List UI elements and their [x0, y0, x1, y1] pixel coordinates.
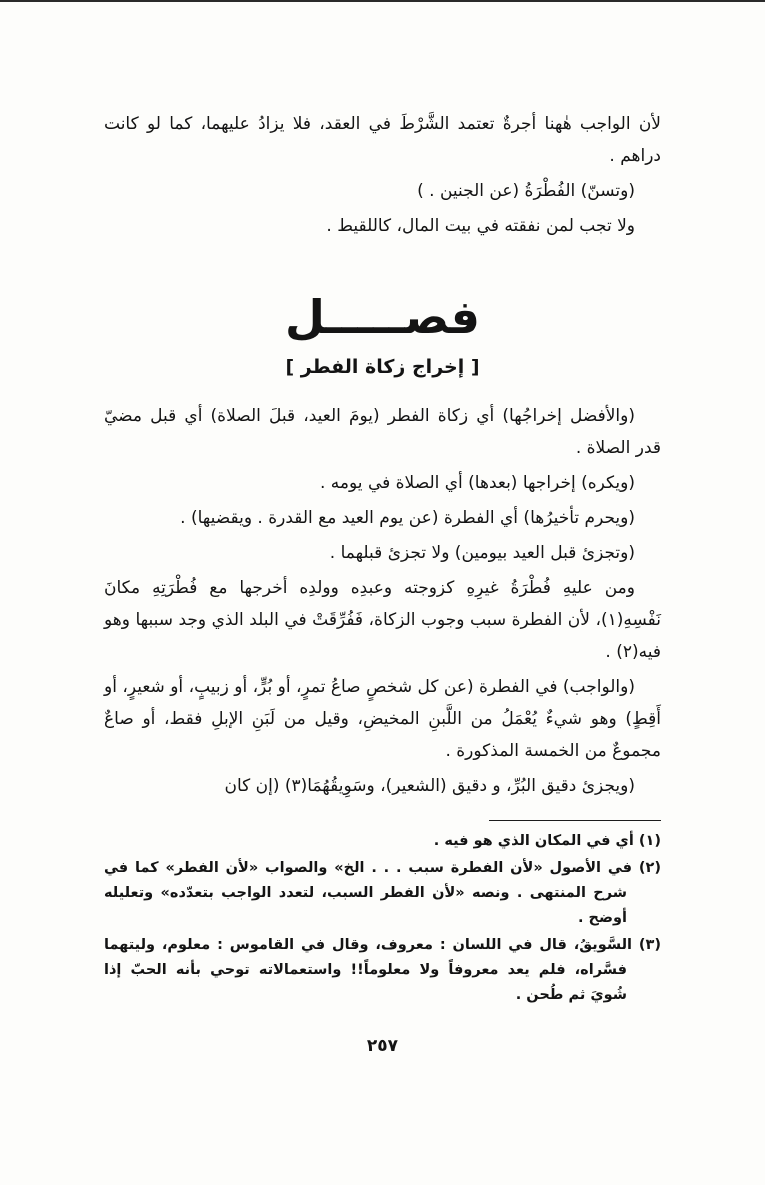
page-content [104, 108, 661, 1010]
body-paragraph: (ويحرم تأخيرُها) أي الفطرة (عن يوم العيد مع القدرة . ويقضيها) . [180, 508, 635, 528]
footnote: (١) أي في المكان الذي هو فيه . [433, 833, 661, 849]
body-paragraph: (وتجزئ قبل العيد بيومين) ولا تجزئ قبلهما . [329, 543, 635, 563]
intro-paragraph: لأن الواجب هٰهنا أجرةٌ تعتمد الشَّرْطَ في العقد، فلا يزادُ عليهما، كما لو كانت دراهم . [104, 114, 661, 166]
body-paragraph: ومن عليهِ فُطْرَةُ غيرِهِ كزوجته وعبدِه وولدِه أخرجها مع فُطْرَتِهِ مكانَ نَفْسِهِ(١)، لأن الفطرة سبب وجوب الزكاة، فَفُرِّقَتْ في البلد الذي وجد سببها وهو فيه(٢) . [104, 578, 661, 662]
intro-paragraph: ولا تجب لمن نفقته في بيت المال، كاللقيط . [326, 216, 635, 236]
footnote-divider [489, 820, 661, 821]
footnote: (٢) في الأصول «لأن الفطرة سبب . . . الخ» والصواب «لأن الفطر» كما في شرح المنتهى . ونصه «لأن الفطر السبب، لتعدد الواجب بتعدّده» وتعليله أوضح . [104, 860, 661, 926]
body-paragraph: (ويجزئ دقيق البُرِّ، و دقيق (الشعير)، وسَوِيقُهُمَا(٣) (إن كان [224, 776, 635, 796]
page-number: ٢٥٧ [366, 1036, 399, 1056]
body-paragraph: (والواجب) في الفطرة (عن كل شخصٍ صاعُ تمرٍ، أو بُرٍّ، أو زبيبٍ، أو شعيرٍ، أو أَقِطٍ) وهو شيءٌ يُعْمَلُ من اللَّبنِ المخيضِ، وقيل من لَبَنِ الإبلِ فقط، أو صاعٌ مجموعٌ من الخمسة المذكورة . [104, 677, 661, 761]
body-paragraph: (ويكره) إخراجها (بعدها) أي الصلاة في يومه . [320, 473, 635, 493]
section-title: [ إخراج زكاة الفطر ] [285, 356, 480, 378]
chapter-heading: فصـــــل [284, 290, 481, 344]
body-paragraph: (والأفضل إخراجُها) أي زكاة الفطر (يومَ العيد، قبلَ الصلاة) أي قبل مضيّ قدر الصلاة . [104, 406, 661, 458]
footnote: (٣) السَّويقُ، قال في اللسان : معروف، وقال في القاموس : معلوم، وليتهما فسَّراه، فلم يعد معروفاً ولا معلوماً!! واستعمالاته توحي بأنه الحبّ إذا شُويَ ثم طُحن . [104, 937, 661, 1003]
scan-edge-line [0, 0, 765, 2]
intro-paragraph: (وتسنّ) الفُطْرَةُ (عن الجنين . ) [417, 181, 635, 201]
